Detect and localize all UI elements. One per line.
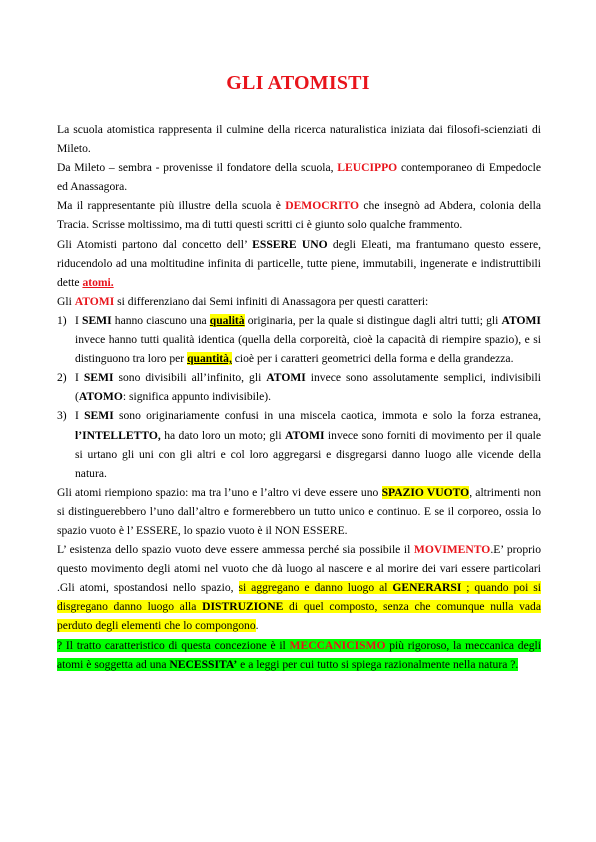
term-necessita: NECESSITA’: [169, 657, 238, 671]
text: : significa appunto indivisibile).: [122, 390, 272, 404]
text: .: [255, 619, 259, 633]
text: invece sono forniti di movimento per il quale si urtano gli uni con gli altri e col loro aggregarsi e disgregarsi danno luogo alle vicende della natura.: [75, 428, 541, 480]
text: sono divisibili all’infinito, gli: [118, 371, 262, 385]
text: hanno ciascuno una: [114, 313, 207, 327]
text: invece sono assolutamente semplici, indivisibili (: [75, 371, 541, 404]
text: che insegnò ad Abdera, colonia della Tracia. Scrisse moltissimo, ma di tutti questi scritti ci è giunto solo qualche frammento.: [57, 199, 542, 232]
page-title: GLI ATOMISTI: [226, 72, 370, 94]
term-atomi: ATOMI: [74, 294, 115, 308]
list-number: 3): [57, 409, 67, 423]
term-democrito: DEMOCRITO: [285, 199, 360, 213]
differences-list: [57, 311, 541, 483]
text: ; quando poi si disgregano danno luogo alla: [57, 581, 541, 614]
paragraph-essere-uno: [57, 235, 541, 292]
text: sono originariamente confusi in una miscela caotica, immota e solo la forza estranea,: [118, 409, 541, 423]
term-atomi: ATOMI: [266, 371, 306, 385]
term-semi: SEMI: [82, 313, 112, 327]
paragraph-intro: [57, 120, 541, 158]
term-quantita: quantità,: [187, 352, 232, 366]
term-semi: SEMI: [83, 371, 114, 385]
term-atomi: atomi.: [82, 275, 114, 289]
text: Gli Atomisti partono dal concetto dell’: [57, 237, 247, 251]
text: invece hanno tutti qualità identica (quella della corporeità, cioè la capacità di riempire spazio), e si distinguono tra loro per: [75, 333, 541, 366]
paragraph-leucippo: [57, 158, 541, 196]
paragraph-democrito: [57, 196, 541, 234]
paragraph-spazio-vuoto: [57, 483, 541, 540]
term-leucippo: LEUCIPPO: [337, 161, 398, 175]
term-generarsi: GENERARSI: [392, 581, 462, 595]
term-qualita: qualità: [209, 313, 245, 327]
paragraph-differenze: [57, 292, 541, 311]
text: , altrimenti non si distinguerebbero l’uno dall’altro e formerebbero un tutto unico e continuo. E se il corporeo, ossia lo spazio vuoto è l’ ESSERE, lo spazio vuoto è il NON ESSERE.: [57, 485, 541, 537]
text: cioè per i caratteri geometrici della forma e della grandezza.: [234, 352, 514, 366]
document-body: [57, 120, 541, 674]
text: più rigoroso, la meccanica degli atomi è soggetta ad una: [57, 638, 541, 671]
text: Da Mileto – sembra - provenisse il fondatore della scuola,: [57, 161, 334, 175]
term-distruzione: DISTRUZIONE: [202, 600, 284, 614]
term-movimento: MOVIMENTO: [413, 543, 491, 557]
list-number: 2): [57, 371, 67, 385]
text: si differenziano dai Semi infiniti di Anassagora per questi caratteri:: [117, 294, 429, 308]
text: originaria, per la quale si distingue dagli altri tutti; gli: [247, 313, 499, 327]
list-item: [57, 406, 541, 482]
text: I: [75, 409, 79, 423]
list-number: 1): [57, 313, 67, 327]
term-meccanicismo: MECCANICISMO: [289, 638, 386, 652]
term-semi: SEMI: [84, 409, 114, 423]
text: e a leggi per cui tutto si spiega razionalmente nella natura ?.: [240, 657, 519, 671]
intro-text: La scuola atomistica rappresenta il culmine della ricerca naturalistica iniziata dai filosofi-scienziati di Mileto.: [57, 123, 541, 156]
text: I: [75, 371, 79, 385]
text: Ma il rappresentante più illustre della scuola è: [57, 199, 281, 213]
paragraph-movimento: [57, 540, 541, 635]
text: di quel composto, senza che comunque nulla vada perduto degli elementi che lo compongono: [57, 600, 542, 633]
text: degli Eleati, ma frantumano questo essere, riducendolo ad una moltitudine infinita di particelle, tutte piene, immutabili, ingenerate e indistruttibili dette: [57, 237, 541, 289]
term-intelletto: l’INTELLETTO,: [75, 428, 161, 442]
text: contemporaneo di Empedocle ed Anassagora.: [57, 161, 542, 194]
text: ? Il tratto caratteristico di questa concezione è il: [57, 638, 286, 652]
text: Gli atomi riempiono spazio: ma tra l’uno e l’altro vi deve essere uno: [57, 485, 379, 499]
text: .E’ proprio questo movimento degli atomi nel vuoto che dà luogo al nascere e al morire dei vari essere particolari .Gli atomi, spostandosi nello spazio,: [57, 543, 541, 595]
term-atomo: ATOMO: [78, 390, 123, 404]
text: Gli: [57, 294, 72, 308]
text: I: [75, 313, 79, 327]
text: L’ esistenza dello spazio vuoto deve essere ammessa perché sia possibile il: [57, 543, 411, 557]
list-item: [57, 311, 541, 368]
text: ha dato loro un moto; gli: [164, 428, 282, 442]
highlighted-text-green: [57, 639, 541, 671]
term-spazio-vuoto: SPAZIO VUOTO: [381, 485, 470, 499]
term-atomi: ATOMI: [501, 313, 541, 327]
term-essere-uno: ESSERE UNO: [252, 237, 328, 251]
list-item: [57, 368, 541, 406]
paragraph-meccanicismo: [57, 636, 541, 674]
text: si aggregano e danno luogo al: [238, 581, 388, 595]
term-atomi: ATOMI: [285, 428, 325, 442]
